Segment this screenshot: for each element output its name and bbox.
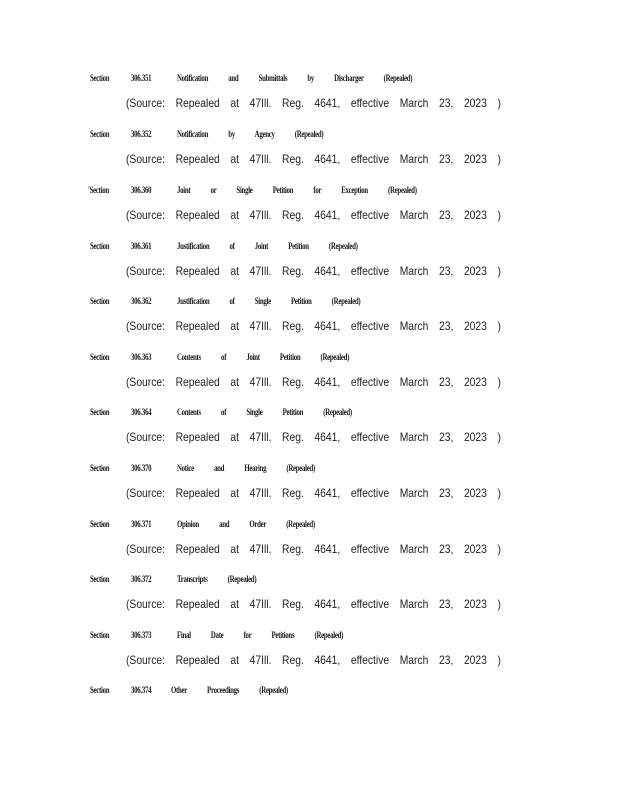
section-title: Joint or Single Petition for Exception (Repealed) xyxy=(177,186,417,196)
source-note: (Source: Repealed at 47Ill. Reg. 4641, effective March 23, 2023 ) xyxy=(126,152,501,166)
section-label: Section xyxy=(90,74,110,84)
section-title: Other Proceedings (Repealed) xyxy=(171,686,288,696)
source-note: (Source: Repealed at 47Ill. Reg. 4641, effective March 23, 2023 ) xyxy=(126,486,501,500)
section-heading xyxy=(0,297,618,311)
section-entry xyxy=(0,297,618,353)
section-entry xyxy=(0,353,618,409)
section-entry xyxy=(0,686,618,742)
source-note: (Source: Repealed at 47Ill. Reg. 4641, effective March 23, 2023 ) xyxy=(126,96,501,110)
section-title: Notice and Hearing (Repealed) xyxy=(177,464,316,474)
section-title: Contents of Single Petition (Repealed) xyxy=(177,408,352,418)
section-number: 306.361 xyxy=(131,242,152,252)
section-label: 'Section xyxy=(88,186,109,196)
section-title: Transcripts (Repealed) xyxy=(177,575,257,585)
section-label: Section xyxy=(90,575,110,585)
source-note: (Source: Repealed at 47Ill. Reg. 4641, effective March 23, 2023 ) xyxy=(126,375,501,389)
source-note: (Source: Repealed at 47Ill. Reg. 4641, effective March 23, 2023 ) xyxy=(126,653,501,667)
section-heading xyxy=(0,631,618,645)
section-entry xyxy=(0,408,618,464)
section-entry xyxy=(0,130,618,186)
section-number: 306.364 xyxy=(131,408,152,418)
section-heading xyxy=(0,74,618,88)
section-label: Section xyxy=(90,520,110,530)
section-entry xyxy=(0,631,618,687)
section-heading xyxy=(0,575,618,589)
section-title: Opinion and Order (Repealed) xyxy=(177,520,315,530)
section-heading xyxy=(0,186,618,200)
section-number: 306.371 xyxy=(131,520,152,530)
section-label: Section xyxy=(90,297,110,307)
section-title: Notification and Submittals by Discharger (Repealed) xyxy=(177,74,413,84)
section-entry xyxy=(0,520,618,576)
source-note: (Source: Repealed at 47Ill. Reg. 4641, effective March 23, 2023 ) xyxy=(126,264,501,278)
section-number: 306.360 xyxy=(131,186,152,196)
section-number: 306.363 xyxy=(131,353,152,363)
section-label: Section xyxy=(90,631,110,641)
section-heading xyxy=(0,520,618,534)
section-label: Section xyxy=(90,242,110,252)
section-entry xyxy=(0,186,618,242)
section-label: Section xyxy=(90,130,110,140)
section-number: 306.370 xyxy=(131,464,152,474)
source-note: (Source: Repealed at 47Ill. Reg. 4641, effective March 23, 2023 ) xyxy=(126,208,501,222)
source-note: (Source: Repealed at 47Ill. Reg. 4641, effective March 23, 2023 ) xyxy=(126,542,501,556)
section-heading xyxy=(0,686,618,700)
section-number: 306.372 xyxy=(131,575,152,585)
section-entry xyxy=(0,464,618,520)
section-heading xyxy=(0,408,618,422)
section-entry xyxy=(0,74,618,130)
source-note: (Source: Repealed at 47Ill. Reg. 4641, effective March 23, 2023 ) xyxy=(126,430,501,444)
section-title: Final Date for Petitions (Repealed) xyxy=(177,631,344,641)
section-heading xyxy=(0,353,618,367)
section-number: 306.374 xyxy=(131,686,152,696)
section-number: 306.352 xyxy=(131,130,152,140)
section-title: Justification of Single Petition (Repealed) xyxy=(177,297,361,307)
source-note: (Source: Repealed at 47Ill. Reg. 4641, effective March 23, 2023 ) xyxy=(126,319,501,333)
section-label: Section xyxy=(90,408,110,418)
section-number: 306.351 xyxy=(131,74,152,84)
section-heading xyxy=(0,242,618,256)
section-label: Section xyxy=(90,353,110,363)
source-note: (Source: Repealed at 47Ill. Reg. 4641, effective March 23, 2023 ) xyxy=(126,597,501,611)
section-label: Section xyxy=(90,686,110,696)
section-title: Notification by Agency (Repealed) xyxy=(177,130,324,140)
section-entry xyxy=(0,575,618,631)
section-label: Section xyxy=(90,464,110,474)
section-heading xyxy=(0,464,618,478)
section-number: 306.373 xyxy=(131,631,152,641)
section-entry xyxy=(0,242,618,298)
section-number: 306.362 xyxy=(131,297,152,307)
section-title: Contents of Joint Petition (Repealed) xyxy=(177,353,350,363)
section-heading xyxy=(0,130,618,144)
section-title: Justification of Joint Petition (Repealed) xyxy=(177,242,358,252)
